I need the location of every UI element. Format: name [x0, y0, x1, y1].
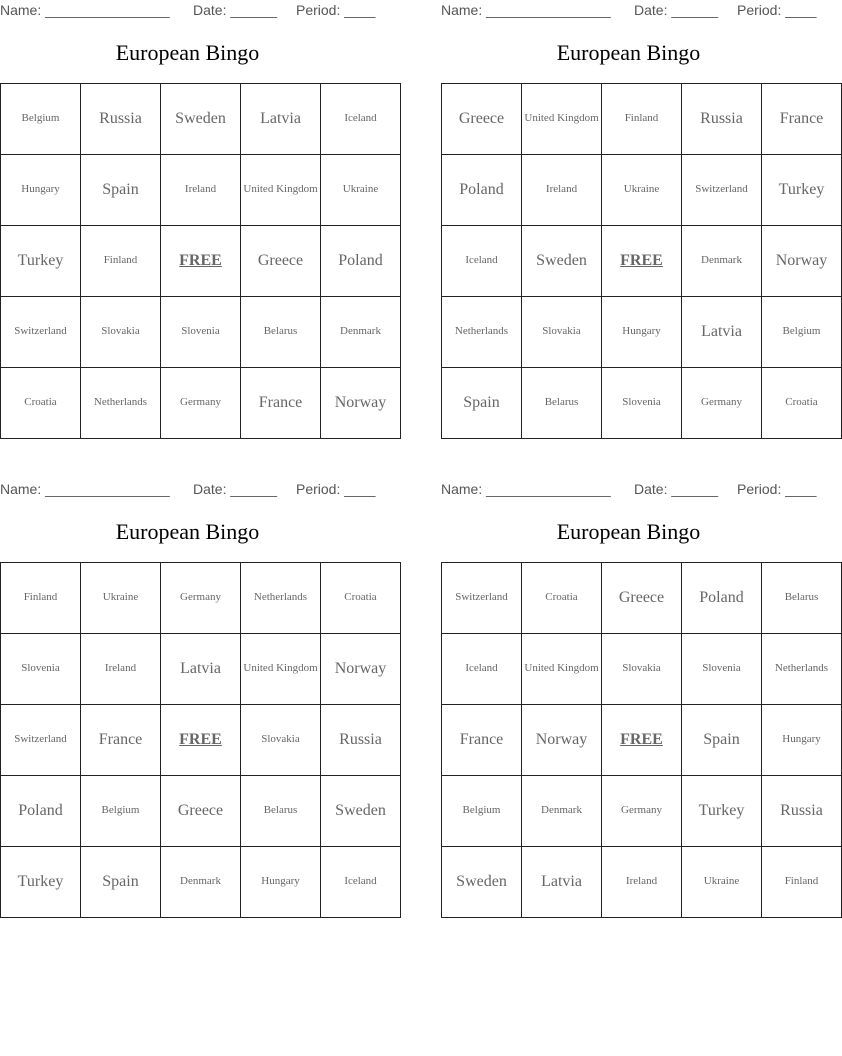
grid-row	[442, 155, 842, 226]
bingo-cell: Germany	[682, 368, 762, 439]
bingo-cell: Slovakia	[241, 705, 321, 776]
bingo-cell: Croatia	[762, 368, 842, 439]
card-header	[441, 0, 816, 22]
bingo-cell: Iceland	[442, 634, 522, 705]
bingo-cell: Germany	[161, 368, 241, 439]
bingo-cell: Germany	[602, 776, 682, 847]
bingo-cell: France	[241, 368, 321, 439]
grid-row	[1, 368, 401, 439]
bingo-cell: Netherlands	[81, 368, 161, 439]
bingo-cell: Poland	[321, 226, 401, 297]
bingo-cell: Switzerland	[1, 705, 81, 776]
period-field: Period: ____	[737, 2, 817, 18]
bingo-cell: Ukraine	[321, 155, 401, 226]
bingo-cell: France	[762, 84, 842, 155]
bingo-cell: Iceland	[442, 226, 522, 297]
bingo-cell: Spain	[682, 705, 762, 776]
bingo-cell: Hungary	[1, 155, 81, 226]
grid-row	[1, 297, 401, 368]
free-space-cell: FREE	[602, 226, 682, 297]
bingo-cell: Denmark	[682, 226, 762, 297]
bingo-cell: Spain	[81, 155, 161, 226]
bingo-cell: Turkey	[1, 847, 81, 918]
card-header	[0, 0, 375, 22]
bingo-cell: United Kingdom	[522, 84, 602, 155]
name-field: Name: ________________	[0, 481, 170, 497]
bingo-cell: France	[442, 705, 522, 776]
bingo-cell: Finland	[1, 563, 81, 634]
bingo-cell: Ireland	[522, 155, 602, 226]
free-space-cell: FREE	[602, 705, 682, 776]
bingo-cell: Belarus	[241, 776, 321, 847]
grid-row	[442, 297, 842, 368]
date-field: Date: ______	[634, 2, 719, 18]
bingo-cell: Latvia	[682, 297, 762, 368]
bingo-cell: Belgium	[442, 776, 522, 847]
bingo-cell: Sweden	[522, 226, 602, 297]
bingo-cell: France	[81, 705, 161, 776]
free-space-cell: FREE	[161, 226, 241, 297]
bingo-card-3	[0, 479, 387, 911]
grid-row	[1, 776, 401, 847]
bingo-cell: Denmark	[522, 776, 602, 847]
bingo-cell: Netherlands	[442, 297, 522, 368]
card-header	[441, 479, 816, 501]
bingo-cell: Sweden	[321, 776, 401, 847]
bingo-cell: Finland	[602, 84, 682, 155]
bingo-cell: United Kingdom	[241, 155, 321, 226]
grid-row	[1, 84, 401, 155]
grid-row	[442, 368, 842, 439]
bingo-cell: Belarus	[241, 297, 321, 368]
period-field: Period: ____	[296, 481, 376, 497]
card-title: European Bingo	[115, 40, 260, 65]
bingo-cell: United Kingdom	[241, 634, 321, 705]
bingo-cell: Poland	[682, 563, 762, 634]
bingo-cell: Russia	[321, 705, 401, 776]
bingo-cell: Finland	[762, 847, 842, 918]
bingo-cell: Greece	[161, 776, 241, 847]
bingo-cell: Russia	[81, 84, 161, 155]
bingo-cell: Norway	[321, 368, 401, 439]
bingo-cell: Slovenia	[1, 634, 81, 705]
bingo-cell: Denmark	[321, 297, 401, 368]
bingo-cell: Ireland	[81, 634, 161, 705]
bingo-cell: Iceland	[321, 84, 401, 155]
grid-row	[1, 705, 401, 776]
bingo-card-4	[441, 479, 829, 911]
bingo-cell: Finland	[81, 226, 161, 297]
bingo-cell: Spain	[81, 847, 161, 918]
free-space-cell: FREE	[161, 705, 241, 776]
bingo-cell: Belgium	[1, 84, 81, 155]
name-field: Name: ________________	[441, 2, 611, 18]
bingo-cell: Spain	[442, 368, 522, 439]
date-field: Date: ______	[193, 2, 278, 18]
bingo-cell: Switzerland	[682, 155, 762, 226]
grid-row	[1, 847, 401, 918]
bingo-cell: Belgium	[81, 776, 161, 847]
bingo-cell: Slovenia	[161, 297, 241, 368]
bingo-cell: Germany	[161, 563, 241, 634]
bingo-cell: Turkey	[762, 155, 842, 226]
date-field: Date: ______	[193, 481, 278, 497]
bingo-cell: Netherlands	[241, 563, 321, 634]
bingo-cell: Slovakia	[81, 297, 161, 368]
grid-row	[1, 155, 401, 226]
bingo-cell: Latvia	[241, 84, 321, 155]
bingo-cell: Belarus	[522, 368, 602, 439]
grid-row	[442, 84, 842, 155]
bingo-cell: Slovenia	[682, 634, 762, 705]
bingo-grid	[441, 562, 842, 918]
bingo-cell: Poland	[442, 155, 522, 226]
bingo-cell: Sweden	[161, 84, 241, 155]
name-field: Name: ________________	[441, 481, 611, 497]
grid-row	[442, 705, 842, 776]
bingo-grid	[0, 562, 401, 918]
bingo-cell: Ukraine	[682, 847, 762, 918]
bingo-cell: Norway	[762, 226, 842, 297]
bingo-cell: Turkey	[682, 776, 762, 847]
bingo-cell: Croatia	[321, 563, 401, 634]
card-title: European Bingo	[556, 40, 701, 65]
grid-row	[442, 776, 842, 847]
period-field: Period: ____	[296, 2, 376, 18]
bingo-grid	[0, 83, 401, 439]
bingo-cell: Sweden	[442, 847, 522, 918]
bingo-cell: Latvia	[522, 847, 602, 918]
bingo-grid	[441, 83, 842, 439]
bingo-cell: Greece	[602, 563, 682, 634]
bingo-cell: Poland	[1, 776, 81, 847]
card-header	[0, 479, 375, 501]
bingo-cell: Ukraine	[81, 563, 161, 634]
bingo-cell: Netherlands	[762, 634, 842, 705]
bingo-cell: Ukraine	[602, 155, 682, 226]
grid-row	[442, 634, 842, 705]
bingo-cell: Croatia	[522, 563, 602, 634]
bingo-cell: Denmark	[161, 847, 241, 918]
grid-row	[1, 563, 401, 634]
bingo-cell: Iceland	[321, 847, 401, 918]
bingo-card-1	[0, 0, 387, 432]
bingo-cell: Slovakia	[602, 634, 682, 705]
bingo-cell: Switzerland	[1, 297, 81, 368]
bingo-cell: Latvia	[161, 634, 241, 705]
date-field: Date: ______	[634, 481, 719, 497]
bingo-card-2	[441, 0, 828, 432]
bingo-cell: Hungary	[602, 297, 682, 368]
bingo-cell: Switzerland	[442, 563, 522, 634]
bingo-cell: United Kingdom	[522, 634, 602, 705]
bingo-cell: Slovenia	[602, 368, 682, 439]
grid-row	[442, 563, 842, 634]
bingo-cell: Croatia	[1, 368, 81, 439]
bingo-cell: Greece	[442, 84, 522, 155]
bingo-cell: Turkey	[1, 226, 81, 297]
card-title: European Bingo	[556, 519, 701, 544]
bingo-cell: Greece	[241, 226, 321, 297]
bingo-cell: Russia	[682, 84, 762, 155]
grid-row	[442, 847, 842, 918]
bingo-cell: Ireland	[602, 847, 682, 918]
bingo-cell: Norway	[522, 705, 602, 776]
name-field: Name: ________________	[0, 2, 170, 18]
grid-row	[1, 634, 401, 705]
bingo-cell: Slovakia	[522, 297, 602, 368]
bingo-cell: Belgium	[762, 297, 842, 368]
bingo-cell: Hungary	[762, 705, 842, 776]
bingo-cell: Belarus	[762, 563, 842, 634]
grid-row	[1, 226, 401, 297]
bingo-cell: Russia	[762, 776, 842, 847]
bingo-cell: Norway	[321, 634, 401, 705]
card-title: European Bingo	[115, 519, 260, 544]
bingo-cell: Ireland	[161, 155, 241, 226]
period-field: Period: ____	[737, 481, 817, 497]
grid-row	[442, 226, 842, 297]
bingo-cell: Hungary	[241, 847, 321, 918]
